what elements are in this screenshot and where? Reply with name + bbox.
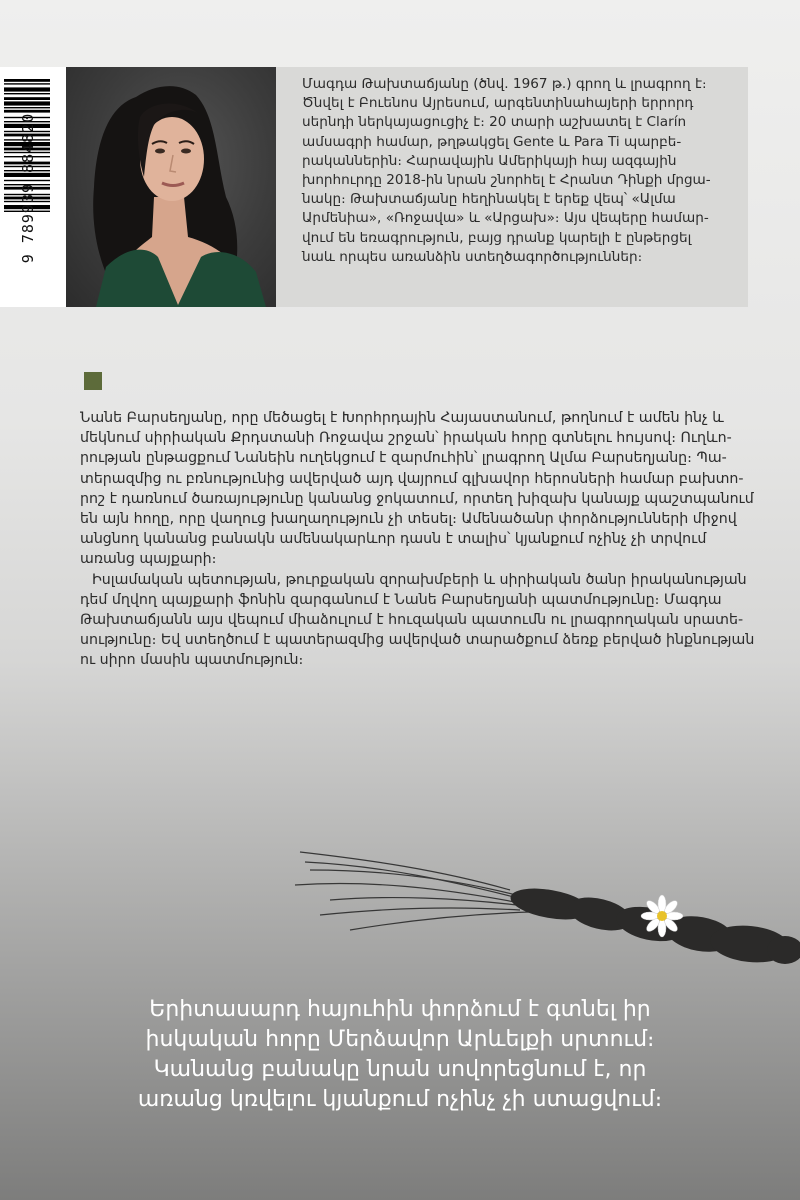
bio-line: վում են եռագրություն, բայց դրանք կարելի է ընթերցել — [302, 229, 692, 246]
synopsis-line: են այն հողը, որը վաղուց խաղաղություն չի տեսել։ Ամենածանր փորձությունների միջով — [80, 511, 737, 528]
tagline-line: Երիտասարդ հայուհին փորձում է գտնել իր — [149, 997, 651, 1022]
synopsis-line: տերազմից ու բռնությունից ավերված այդ վայրում գլխավոր հերոսների համար բախտո- — [80, 470, 744, 487]
bio-line: ամսագրի համար, թղթակցել Gente և Para Ti պարբե- — [302, 133, 682, 150]
bio-line: նաև որպես առանձին ստեղծագործություններ։ — [302, 248, 643, 265]
synopsis-line: Իսլամական պետության, թուրքական զորախմբերի և սիրիական ծանր իրականության — [92, 571, 747, 588]
bio-line: Մագդա Թախտաճյանը (ծնվ. 1967 թ.) գրող և լրագրող է։ — [302, 76, 707, 92]
tagline-line: առանց կռվելու կյանքում ոչինչ չի ստացվում։ — [137, 1087, 663, 1112]
synopsis-line: րոշ է դառնում ծառայությունը կանանց ջոկատում, որտեղ խիզախ կանայք պաշտպանում — [80, 490, 754, 507]
bio-line: Ծնվել է Բուենոս Այրեսում, արգենտինահայերի երրորդ — [302, 95, 694, 112]
tagline-line: իսկական հորը Մերձավոր Արևելքի սրտում։ — [145, 1027, 655, 1052]
synopsis-line: առանց պայքարի։ — [80, 551, 217, 568]
synopsis-line: Նանե Բարսեղյանը, որը մեծացել է Խորհրդային Հայաստանում, թողնում է ամեն ինչ և — [80, 410, 724, 426]
author-bio — [276, 67, 748, 307]
bio-line: խորհուրդը 2018-ին նրան շնորհել է Հրանտ Դինքի մրցա- — [302, 172, 711, 189]
bio-line: նակը։ Թախտաճյանը հեղինակել է երեք վեպ՝ «Ալմա — [302, 191, 676, 208]
synopsis-line: Թախտաճյանն այս վեպում միաձուլում է հուզական պատումն ու լրագրողական սրատե- — [80, 612, 744, 629]
synopsis-line: անցնող կանանց բանակն ամենակարևոր դասն է տալիս՝ կյանքում ոչինչ չի տրվում — [80, 531, 707, 548]
bio-line: սերնդի ներկայացուցիչ է։ 20 տարի աշխատել է Clarín — [302, 114, 687, 131]
synopsis-paragraph-2 — [80, 570, 764, 671]
tagline-line: Կանանց բանակը նրան սովորեցնում է, որ — [153, 1057, 647, 1082]
tagline — [100, 995, 700, 1115]
barcode — [0, 67, 66, 307]
synopsis — [80, 408, 764, 671]
synopsis-paragraph-1 — [80, 408, 764, 570]
barcode-number: 9 789939 884820 — [19, 112, 37, 264]
author-bio-text — [302, 75, 736, 267]
bio-line: Արմենիա», «Ռոջավա» և «Արցախ»։ Այս վեպերը համար- — [302, 210, 709, 227]
author-photo — [66, 67, 276, 307]
synopsis-line: սությունը։ Եվ ստեղծում է պատերազմից ավերված տարածքում ձեռք բերված ինքնության — [80, 632, 755, 649]
section-marker-icon — [84, 372, 102, 390]
braid-illustration — [290, 840, 800, 980]
daisy-icon — [641, 895, 683, 937]
synopsis-line: մեկնում սիրիական Քրդստանի Ռոջավա շրջան՝ իրական հորը գտնելու հույսով։ Ուղևո- — [80, 430, 732, 447]
synopsis-line: ու սիրո մասին պատմություն։ — [80, 652, 304, 669]
bio-line: րականներին։ Հարավային Ամերիկայի հայ ազգային — [302, 152, 677, 169]
synopsis-line: րության ընթացքում Նանեին ուղեկցում է զարմուհին՝ լրագրող Ալմա Բարսեղյանը։ Պա- — [80, 450, 727, 467]
synopsis-line: դեմ մղվող պայքարի ֆոնին զարգանում է Նանե Բարսեղյանի պատմությունը։ Մագդա — [80, 591, 722, 608]
